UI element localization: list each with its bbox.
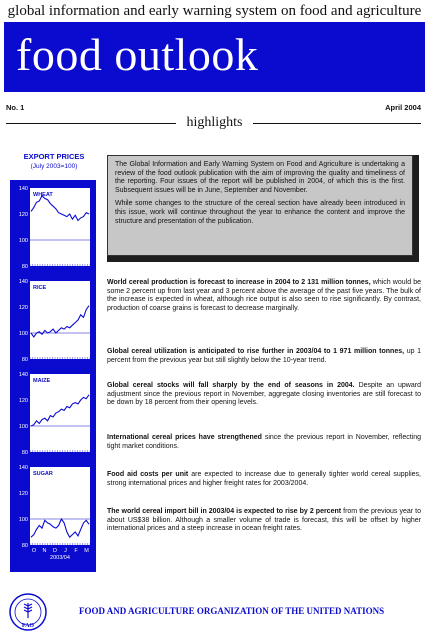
- footer: [8, 592, 424, 636]
- highlight-lead: International cereal prices have strengthened: [107, 434, 262, 441]
- highlight-lead: The world cereal import bill in 2003/04 is expected to rise by 2 percent: [107, 508, 342, 515]
- month-label: M: [84, 548, 89, 554]
- highlight-body: are expected to increase due to generally tighter world cereal supplies, strong international prices and higher freight rates for 2003/2004.: [107, 471, 421, 487]
- y-tick-label: 80: [21, 450, 28, 456]
- highlight-lead: World cereal production is forecast to increase in 2004 to 2 131 million tonnes,: [107, 279, 371, 286]
- y-tick-label: 100: [18, 517, 28, 523]
- month-label: D: [53, 548, 57, 554]
- highlight-paragraph: [107, 279, 421, 313]
- svg-text:FAO: FAO: [21, 623, 35, 629]
- export-prices-title: EXPORT PRICES: [23, 152, 85, 161]
- chart-plot-area: [30, 467, 90, 545]
- export-prices-subtitle: (July 2003=100): [30, 163, 78, 170]
- y-tick-label: 100: [18, 424, 28, 430]
- y-tick-label: 140: [18, 186, 28, 192]
- system-strapline: global information and early warning system on food and agriculture: [7, 3, 422, 19]
- chart-plot-area: [30, 281, 90, 359]
- heading-rule-left: [6, 123, 176, 124]
- chart-title: WHEAT: [33, 192, 53, 198]
- month-label: N: [42, 548, 47, 554]
- export-prices-chart-panel: [10, 180, 96, 572]
- y-tick-label: 140: [18, 465, 28, 471]
- issue-number: No. 1: [6, 103, 25, 112]
- highlight-body: from the previous year to about US$38 billion. Although a smaller volume of trade is forecast, this will be offset by higher international prices and a steep increase in ocean freight rates.: [107, 508, 421, 533]
- highlight-lead: Global cereal stocks will fall sharply by the end of seasons in 2004.: [107, 382, 355, 389]
- month-label: F: [74, 548, 78, 554]
- y-tick-label: 120: [18, 212, 28, 218]
- y-tick-label: 120: [18, 491, 28, 497]
- highlight-paragraph: [107, 471, 421, 488]
- month-label: J: [64, 548, 67, 554]
- intro-box: [107, 155, 419, 262]
- y-tick-label: 80: [21, 357, 28, 363]
- chart-title: MAIZE: [33, 378, 51, 384]
- heading-rule-right: [253, 123, 421, 124]
- y-tick-label: 100: [18, 238, 28, 244]
- highlight-paragraph: [107, 434, 421, 451]
- section-heading: [6, 114, 421, 134]
- highlight-paragraph: [107, 348, 421, 365]
- highlight-body: Despite an upward adjustment since the previous report in November, aggregate closing inventories are still forecast to be down by 18 percent from their opening levels.: [107, 382, 421, 407]
- highlight-lead: Food aid costs per unit: [107, 471, 189, 478]
- highlight-lead: Global cereal utilization is anticipated to rise further in 2003/04 to 1 971 million tonnes,: [107, 348, 405, 355]
- highlights-label: highlights: [186, 115, 243, 130]
- title-banner: [4, 22, 425, 92]
- organization-name: FOOD AND AGRICULTURE ORGANIZATION OF THE UNITED NATIONS: [79, 606, 385, 616]
- highlight-body: which would be some 2 percent up from last year and 3 percent above the average of the past five years. The bulk of the increase is expected in wheat, although rice output is also seen to rise significantly. By contrast, production of coarse grains is forecast to decrease marginally.: [107, 279, 422, 312]
- y-tick-label: 80: [21, 264, 28, 270]
- intro-box-content: [107, 155, 413, 256]
- chart-plot-area: [30, 188, 90, 266]
- highlight-body: since the previous report in November, reflecting tight market conditions.: [107, 434, 421, 450]
- y-tick-label: 120: [18, 305, 28, 311]
- highlight-paragraph: [107, 508, 421, 534]
- y-tick-label: 120: [18, 398, 28, 404]
- intro-paragraph: While some changes to the structure of the cereal section have already been introduced in this issue, work will continue throughout the year to enhance the content and improve the structure and presentation of the publication.: [115, 200, 405, 225]
- highlight-paragraph: [107, 382, 421, 408]
- chart-title: RICE: [33, 285, 47, 291]
- y-tick-label: 80: [21, 543, 28, 549]
- y-tick-label: 140: [18, 279, 28, 285]
- y-tick-label: 140: [18, 372, 28, 378]
- chart-plot-area: [30, 374, 90, 452]
- period-label: 2003/04: [50, 555, 70, 561]
- month-label: O: [31, 548, 37, 554]
- intro-paragraph: The Global Information and Early Warning System on Food and Agriculture is undertaking a review of the food outlook publication with the aim of improving the quality and timeliness of the reporting. Four issues of the report will be published in 2004, of which this is the first. Subsequent issues will be in June, September and November.: [115, 161, 405, 194]
- publication-title: food outlook: [16, 29, 259, 80]
- highlight-body: up 1 percent from the previous year but still slightly below the 10-year trend.: [107, 348, 422, 364]
- export-prices-charts: [10, 180, 96, 572]
- y-tick-label: 100: [18, 331, 28, 337]
- fao-logo: [8, 592, 48, 632]
- issue-date: April 2004: [385, 103, 421, 112]
- chart-title: SUGAR: [33, 471, 53, 477]
